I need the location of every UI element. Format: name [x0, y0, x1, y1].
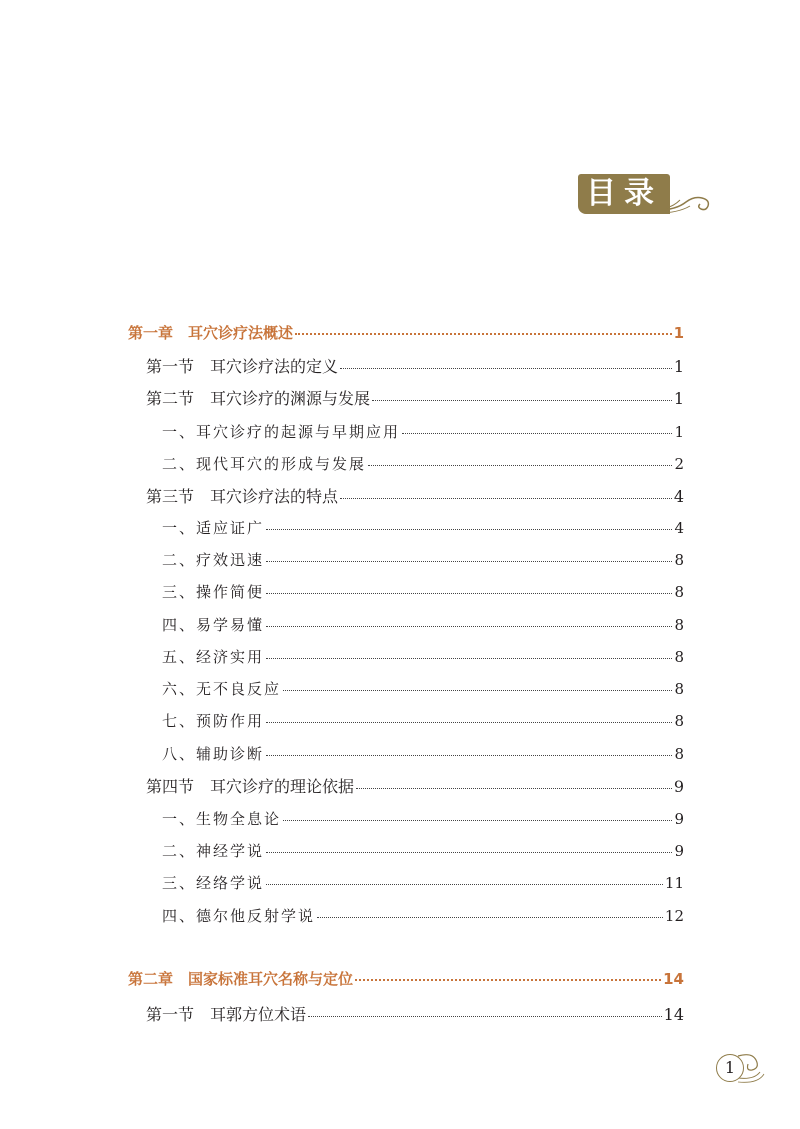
- toc-label: 四、易学易懂: [162, 616, 265, 634]
- toc-item[interactable]: [162, 710, 684, 731]
- toc-item[interactable]: [162, 421, 684, 442]
- leader-dots: [368, 465, 672, 466]
- leader-dots: [266, 658, 672, 659]
- toc-page-number: 12: [664, 907, 684, 925]
- leader-dots: [295, 333, 672, 335]
- toc-label: 第一节 耳郭方位术语: [146, 1005, 307, 1024]
- toc-page-number: 8: [674, 648, 684, 666]
- swirl-ornament-icon: [656, 186, 716, 214]
- toc-label: 二、疗效迅速: [162, 551, 265, 569]
- toc-item[interactable]: [162, 581, 684, 602]
- toc-item[interactable]: [162, 840, 684, 861]
- toc-page-number: 11: [664, 874, 684, 892]
- toc-label: 四、德尔他反射学说: [162, 907, 316, 925]
- toc-section[interactable]: [146, 1002, 684, 1025]
- toc-section[interactable]: [146, 484, 684, 507]
- toc-item[interactable]: [162, 614, 684, 635]
- toc-page-number: 2: [674, 455, 684, 473]
- toc-label: 一、耳穴诊疗的起源与早期应用: [162, 423, 401, 441]
- toc-page-number: 1: [673, 324, 684, 342]
- toc-label: 一、生物全息论: [162, 810, 282, 828]
- toc-item[interactable]: [162, 743, 684, 764]
- leader-dots: [308, 1016, 662, 1017]
- toc-page-number: 1: [674, 423, 684, 441]
- toc-label: 第二章 国家标准耳穴名称与定位: [128, 970, 354, 988]
- page-number: 1: [716, 1054, 744, 1082]
- toc-page-number: 8: [674, 551, 684, 569]
- page-number-badge: [708, 1050, 766, 1086]
- toc-page-number: 8: [674, 616, 684, 634]
- toc-page-number: 4: [673, 487, 684, 506]
- toc-page-number: 8: [674, 712, 684, 730]
- toc-page-number: 8: [674, 583, 684, 601]
- leader-dots: [317, 917, 663, 918]
- leader-dots: [402, 433, 672, 434]
- toc-page-number: 1: [673, 389, 684, 408]
- toc-item[interactable]: [162, 646, 684, 667]
- toc-page-number: 4: [674, 519, 684, 537]
- toc-page-number: 14: [663, 1005, 684, 1024]
- leader-dots: [266, 626, 672, 627]
- leader-dots: [266, 884, 663, 885]
- toc-page-number: 9: [673, 777, 684, 796]
- toc-label: 第四节 耳穴诊疗的理论依据: [146, 777, 355, 796]
- toc-chapter-2[interactable]: [128, 968, 684, 989]
- page-title: 目录: [586, 176, 662, 211]
- leader-dots: [355, 979, 661, 981]
- leader-dots: [266, 593, 672, 594]
- toc-page-number: 8: [674, 680, 684, 698]
- toc-item[interactable]: [162, 453, 684, 474]
- toc-item[interactable]: [162, 678, 684, 699]
- toc-label: 三、操作简便: [162, 583, 265, 601]
- toc-title-block: [572, 170, 722, 220]
- leader-dots: [372, 400, 672, 401]
- toc-section[interactable]: [146, 774, 684, 797]
- toc-label: 七、预防作用: [162, 712, 265, 730]
- leader-dots: [266, 561, 672, 562]
- toc-section[interactable]: [146, 386, 684, 409]
- toc-label: 五、经济实用: [162, 648, 265, 666]
- leader-dots: [340, 368, 672, 369]
- leader-dots: [283, 690, 672, 691]
- leader-dots: [283, 820, 672, 821]
- toc-label: 第三节 耳穴诊疗法的特点: [146, 487, 339, 506]
- toc-label: 第一章 耳穴诊疗法概述: [128, 324, 294, 342]
- toc-page-number: 1: [673, 357, 684, 376]
- toc-item[interactable]: [162, 872, 684, 893]
- toc-label: 第二节 耳穴诊疗的渊源与发展: [146, 389, 371, 408]
- toc-page-number: 9: [674, 842, 684, 860]
- toc-label: 一、适应证广: [162, 519, 265, 537]
- toc-section[interactable]: [146, 354, 684, 377]
- toc-item[interactable]: [162, 549, 684, 570]
- toc-item[interactable]: [162, 517, 684, 538]
- leader-dots: [266, 852, 672, 853]
- leader-dots: [356, 788, 672, 789]
- toc-label: 二、神经学说: [162, 842, 265, 860]
- leader-dots: [266, 755, 672, 756]
- leader-dots: [340, 498, 672, 499]
- toc-chapter-1[interactable]: [128, 322, 684, 343]
- toc-label: 二、现代耳穴的形成与发展: [162, 455, 367, 473]
- toc-page-number: 14: [663, 970, 684, 988]
- toc-label: 第一节 耳穴诊疗法的定义: [146, 357, 339, 376]
- leader-dots: [266, 722, 672, 723]
- toc-page-number: 9: [674, 810, 684, 828]
- toc-label: 八、辅助诊断: [162, 745, 265, 763]
- toc-label: 三、经络学说: [162, 874, 265, 892]
- toc-item[interactable]: [162, 808, 684, 829]
- toc-page-number: 8: [674, 745, 684, 763]
- toc-label: 六、无不良反应: [162, 680, 282, 698]
- leader-dots: [266, 529, 672, 530]
- toc-item[interactable]: [162, 905, 684, 926]
